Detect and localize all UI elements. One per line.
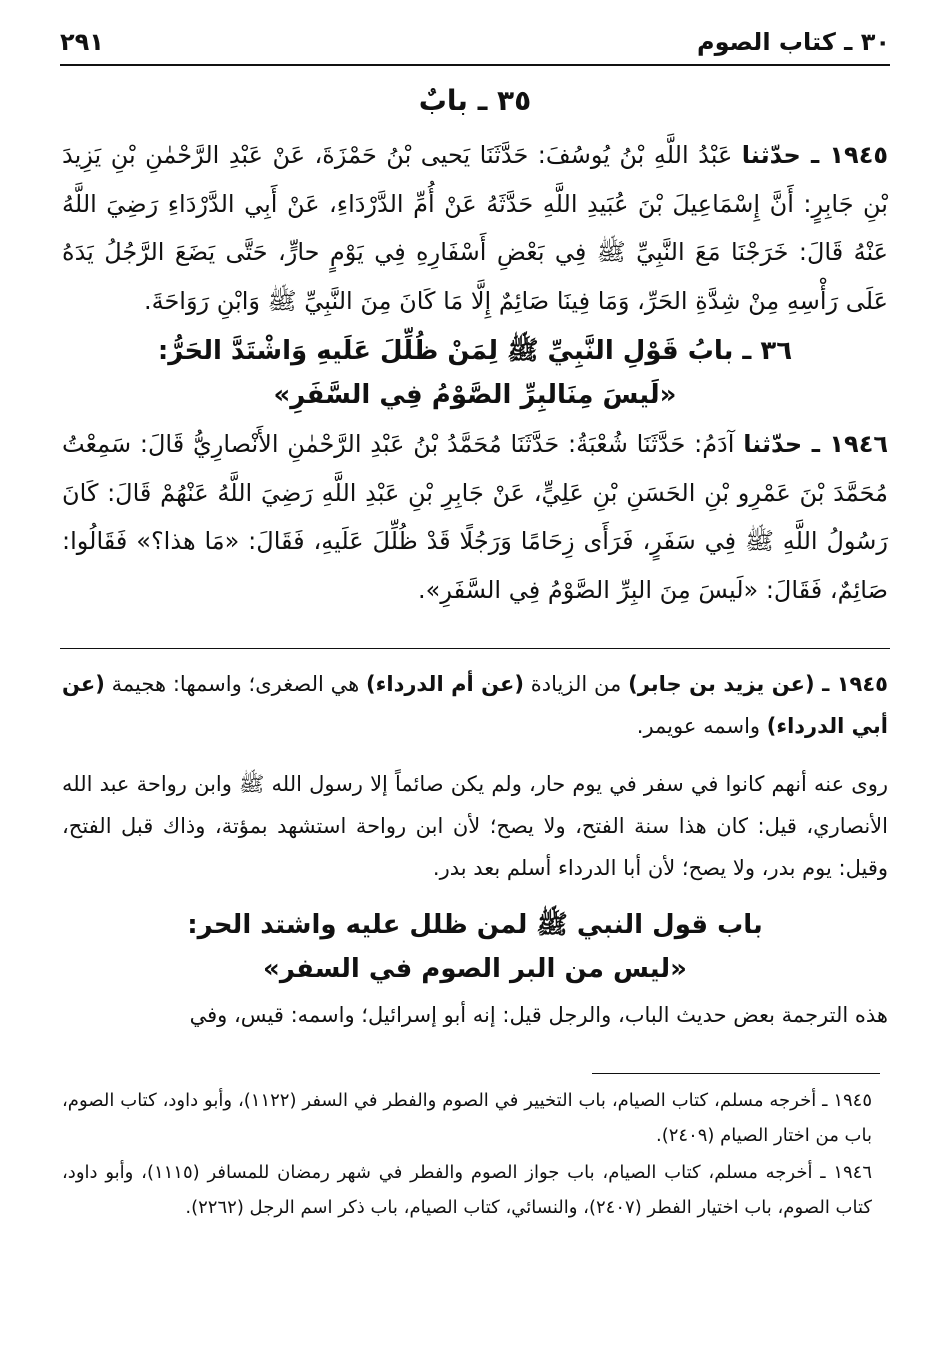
commentary-paragraph-2: هذه الترجمة بعض حديث الباب، والرجل قيل: إنه أبو إسرائيل؛ واسمه: قيس، وفي — [189, 1003, 888, 1027]
hadith-1945-number: ١٩٤٥ ـ حدّثنا — [741, 141, 888, 169]
page-number: ٢٩١ — [60, 28, 104, 56]
commentary-bab-heading — [60, 903, 890, 991]
hadith-1945 — [62, 131, 888, 325]
bab-36-subtitle: «لَيسَ مِنَالبِرِّ الصَّوْمُ فِي السَّفَرِ» — [273, 380, 677, 410]
commentary-1945-text-b: هي الصغرى؛ واسمها: هجيمة — [104, 672, 367, 696]
hadith-1946 — [62, 420, 888, 614]
page-header — [60, 28, 890, 66]
commentary-1945-bold-b: (عن أبي الدرداء) — [62, 672, 888, 738]
running-head: ٣٠ ـ كتاب الصوم — [697, 28, 890, 56]
commentary-bab-title: باب قول النبي ﷺ لمن ظلل عليه واشتد الحر: — [187, 910, 763, 940]
commentary-paragraph: روى عنه أنهم كانوا في سفر في يوم حار، ولم يكن صائماً إلا رسول الله ﷺ وابن رواحة عبد الله الأنصاري، قيل: كان هذا سنة الفتح، ولا يصح؛ لأن ابن رواحة استشهد بمؤتة، وذاك قبل الفتح، وقيل: يوم بدر، ولا يصح؛ لأن أبا الدرداء أسلم بعد بدر. — [62, 772, 888, 880]
hadith-1946-text: آدَمُ: حَدَّثَنَا شُعْبَةُ: حَدَّثَنَا مُحَمَّدُ بْنُ عَبْدِ الرَّحْمٰنِ الأَنْصارِيُّ قَالَ: سَمِعْتُ مُحَمَّدَ بْنَ عَمْرِو بْنِ الحَسَنِ بْنِ عَلِيٍّ، عَنْ جَابِرِ بْنِ عَبْدِ اللَّهِ رَضِيَ اللَّهُ عَنْهُمْ قَالَ: كَانَ رَسُولُ اللَّهِ ﷺ فِي سَفَرٍ، فَرَأَى زِحَامًا وَرَجُلًا قَدْ ظُلِّلَ عَلَيهِ، فَقَالَ: «مَا هذا؟» فَقَالُوا: صَائِمٌ، فَقَالَ: «لَيسَ مِنَ البِرِّ الصَّوْمُ فِي السَّفَرِ». — [62, 430, 888, 604]
hadith-1945-text: عَبْدُ اللَّهِ بْنُ يُوسُفَ: حَدَّثَنَا يَحيى بْنُ حَمْزَةَ، عَنْ عَبْدِ الرَّحْمٰنِ بْنِ يَزِيدَ بْنِ جَابِرٍ: أَنَّ إِسْمَاعِيلَ بْنَ عُبَيدِ اللَّهِ حَدَّثَهُ عَنْ أُمِّ الدَّرْدَاءِ، عَنْ أَبِي الدَّرْدَاءِ رَضِيَ اللَّهُ عَنْهُ قَالَ: خَرَجْنَا مَعَ النَّبِيِّ ﷺ فِي بَعْضِ أَسْفَارِهِ فِي يَوْمٍ حارٍّ، حَتَّى يَضَعَ الرَّجُلُ يَدَهُ عَلَى رَأْسِهِ مِنْ شِدَّةِ الحَرِّ، وَمَا فِينَا صَائِمٌ إِلَّا مَا كَانَ مِنَ النَّبِيِّ ﷺ وَابْنِ رَوَاحَةَ. — [62, 141, 888, 315]
commentary-1945-bold-a: (عن أم الدرداء) — [366, 672, 524, 696]
commentary-1945 — [62, 663, 888, 747]
commentary-1945-text-c: واسمه عويمر. — [636, 714, 767, 738]
bab-36-heading — [60, 329, 890, 417]
hadith-1946-number: ١٩٤٦ ـ حدّثنا — [743, 430, 888, 458]
footnote-divider — [592, 1073, 880, 1074]
commentary-bab-subtitle: «ليس من البر الصوم في السفر» — [263, 954, 687, 984]
text-commentary-divider — [60, 648, 890, 649]
footnote-1945: ١٩٤٥ ـ أخرجه مسلم، كتاب الصيام، باب التخيير في الصوم والفطر في السفر (١١٢٢)، وأبو داود، كتاب الصوم، باب من اختار الصيام (٢٤٠٩). — [62, 1090, 872, 1146]
bab-36-title: ٣٦ ـ بابُ قَوْلِ النَّبِيِّ ﷺ لِمَنْ ظُلِّلَ عَلَيهِ وَاشْتَدَّ الحَرُّ: — [157, 336, 793, 366]
commentary-1945-lead: ١٩٤٥ ـ (عن يزيد بن جابر) — [628, 672, 888, 696]
commentary-1945-text-a: من الزيادة — [523, 672, 629, 696]
footnote-1946: ١٩٤٦ ـ أخرجه مسلم، كتاب الصيام، باب جواز الصوم والفطر في شهر رمضان للمسافر (١١١٥)، وأبو داود، كتاب الصوم، باب اختيار الفطر (٢٤٠٧)، والنسائي، كتاب الصيام، باب ذكر اسم الرجل (٢٢٦٢). — [62, 1162, 872, 1218]
bab-35-title: ٣٥ ـ بابٌ — [418, 84, 532, 117]
